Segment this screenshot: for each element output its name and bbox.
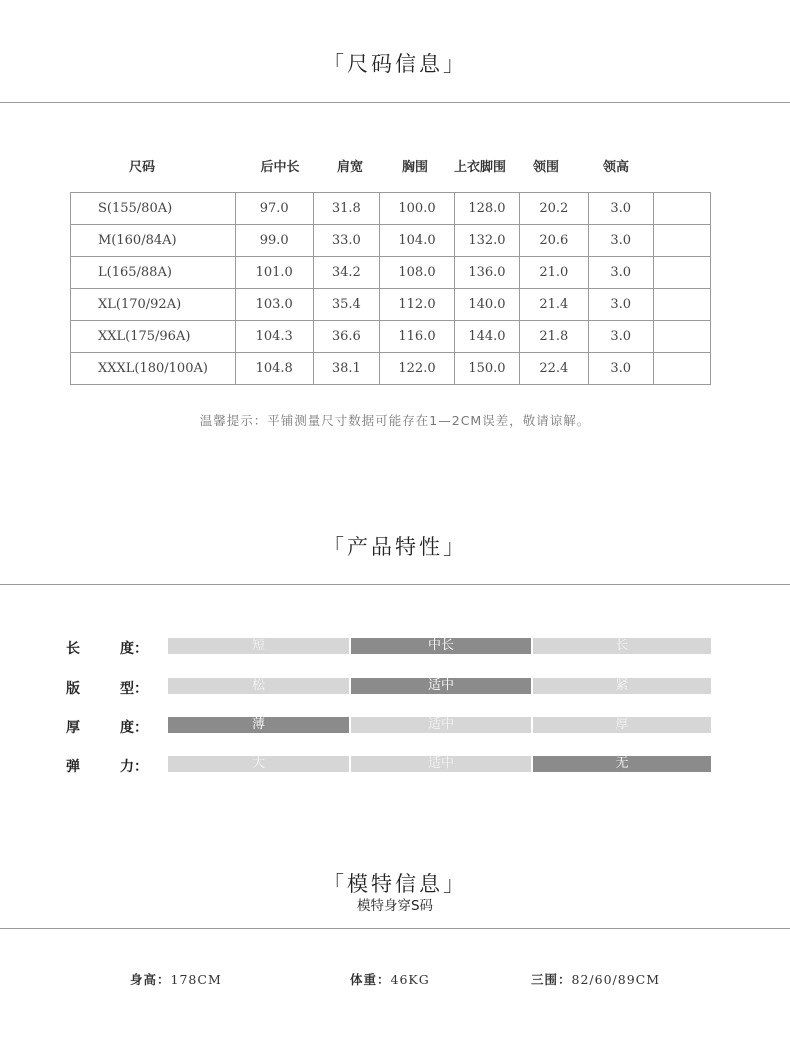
feature-label-suffix: 力：	[120, 759, 148, 775]
table-row	[71, 321, 711, 353]
model-weight-value: 46KG	[390, 972, 430, 987]
model-size-subtitle: 模特身穿S码	[356, 898, 434, 914]
feature-label: 长	[66, 641, 80, 657]
table-row	[71, 225, 711, 257]
table-cell	[653, 321, 710, 353]
table-cell: 3.0	[588, 353, 653, 385]
table-cell: 3.0	[588, 193, 653, 225]
table-cell: 97.0	[235, 193, 313, 225]
table-cell: 31.8	[313, 193, 379, 225]
divider	[0, 928, 790, 929]
model-height	[130, 970, 222, 988]
table-cell	[653, 193, 710, 225]
header-collar-height: 领高	[602, 160, 629, 175]
model-height-label: 身高：	[130, 972, 171, 987]
feature-label-suffix: 度：	[120, 720, 148, 736]
table-cell: 112.0	[379, 289, 454, 321]
table-cell: 3.0	[588, 225, 653, 257]
table-cell: 33.0	[313, 225, 379, 257]
table-cell: L(165/88A)	[71, 257, 236, 289]
feature-option: 大	[168, 756, 349, 772]
table-row	[71, 289, 711, 321]
divider	[0, 102, 790, 103]
feature-option-selected: 薄	[168, 717, 349, 733]
table-cell: 101.0	[235, 257, 313, 289]
table-cell: 22.4	[519, 353, 588, 385]
feature-option-selected: 适中	[351, 678, 531, 694]
size-info-title: 「尺码信息」	[323, 52, 467, 76]
table-cell: 21.0	[519, 257, 588, 289]
header-collar: 领围	[532, 160, 559, 175]
table-cell: XXL(175/96A)	[71, 321, 236, 353]
feature-option: 短	[168, 638, 349, 654]
table-cell: M(160/84A)	[71, 225, 236, 257]
table-cell: 99.0	[235, 225, 313, 257]
table-cell: 132.0	[455, 225, 520, 257]
table-cell: 140.0	[455, 289, 520, 321]
table-cell: 21.4	[519, 289, 588, 321]
feature-row	[0, 756, 790, 774]
table-cell: 108.0	[379, 257, 454, 289]
table-cell: 103.0	[235, 289, 313, 321]
size-table	[70, 192, 711, 385]
table-cell: 128.0	[455, 193, 520, 225]
table-row	[71, 193, 711, 225]
feature-label: 版	[66, 681, 80, 697]
table-cell	[653, 225, 710, 257]
model-weight-label: 体重：	[350, 972, 391, 987]
feature-option: 适中	[351, 717, 531, 733]
feature-label: 弹	[66, 759, 80, 775]
table-cell	[653, 353, 710, 385]
table-cell: 100.0	[379, 193, 454, 225]
feature-option: 紧	[533, 678, 711, 694]
divider	[0, 584, 790, 585]
model-measurements	[531, 970, 660, 988]
model-measurements-value: 82/60/89CM	[571, 972, 661, 987]
table-cell: 104.3	[235, 321, 313, 353]
feature-option: 松	[168, 678, 349, 694]
product-features-title: 「产品特性」	[323, 535, 467, 559]
table-cell: 3.0	[588, 321, 653, 353]
feature-label-suffix: 型：	[120, 681, 148, 697]
header-size: 尺码	[128, 160, 155, 175]
header-shoulder: 肩宽	[336, 160, 363, 175]
table-cell	[653, 289, 710, 321]
table-cell: 122.0	[379, 353, 454, 385]
feature-option: 长	[533, 638, 711, 654]
table-cell: 35.4	[313, 289, 379, 321]
feature-option-selected: 中长	[351, 638, 531, 654]
model-weight	[350, 970, 430, 988]
header-hem: 上衣脚围	[453, 160, 506, 175]
table-cell: XXXL(180/100A)	[71, 353, 236, 385]
feature-row	[0, 678, 790, 696]
feature-row	[0, 638, 790, 656]
table-cell: 150.0	[455, 353, 520, 385]
table-cell: 136.0	[455, 257, 520, 289]
table-cell: S(155/80A)	[71, 193, 236, 225]
feature-label-suffix: 度：	[120, 641, 148, 657]
table-cell: 144.0	[455, 321, 520, 353]
table-cell: XL(170/92A)	[71, 289, 236, 321]
table-row	[71, 257, 711, 289]
table-cell: 38.1	[313, 353, 379, 385]
table-cell: 20.6	[519, 225, 588, 257]
table-cell: 3.0	[588, 257, 653, 289]
table-cell: 21.8	[519, 321, 588, 353]
feature-option-selected: 无	[533, 756, 711, 772]
table-cell: 104.8	[235, 353, 313, 385]
model-measurements-label: 三围：	[531, 972, 572, 987]
feature-option: 厚	[533, 717, 711, 733]
table-cell: 104.0	[379, 225, 454, 257]
header-chest: 胸围	[401, 160, 428, 175]
table-cell: 34.2	[313, 257, 379, 289]
table-cell: 36.6	[313, 321, 379, 353]
model-info-title: 「模特信息」	[323, 872, 467, 896]
table-cell	[653, 257, 710, 289]
header-back-length: 后中长	[260, 160, 300, 175]
feature-option: 适中	[351, 756, 531, 772]
feature-row	[0, 717, 790, 735]
table-cell: 20.2	[519, 193, 588, 225]
size-table-header	[70, 156, 710, 176]
feature-label: 厚	[66, 720, 80, 736]
table-cell: 3.0	[588, 289, 653, 321]
table-cell: 116.0	[379, 321, 454, 353]
table-row	[71, 353, 711, 385]
model-height-value: 178CM	[170, 972, 222, 987]
measurement-note: 温馨提示：平铺测量尺寸数据可能存在1—2CM误差，敬请谅解。	[199, 413, 591, 428]
